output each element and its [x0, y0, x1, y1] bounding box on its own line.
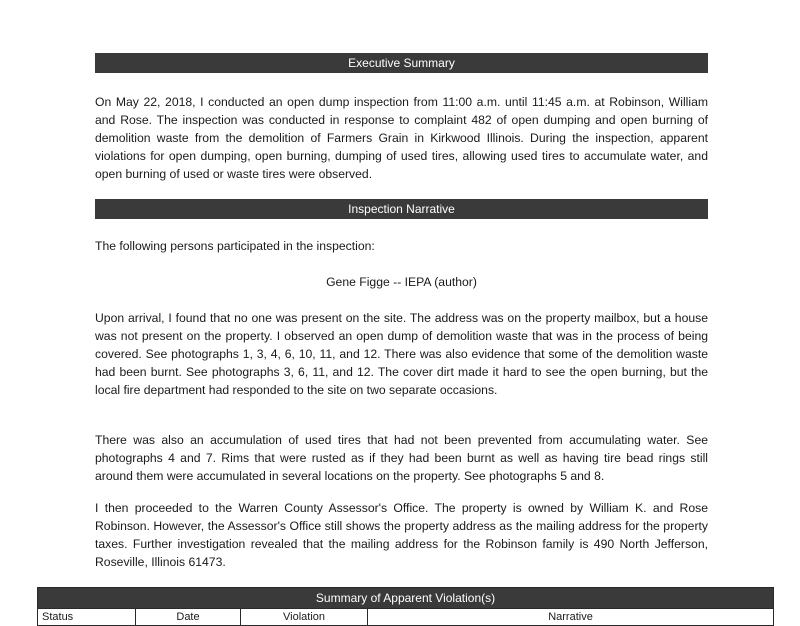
narrative-paragraph: I then proceeded to the Warren County Assessor's Office. The property is owned by William K. and Rose Robinson. However, the Assessor's Office still shows the property address as the mailing address for the property taxes. Further investigation revealed that the mailing address for the Robinson family is 490 North Jefferson, Roseville, Illinois 61473.: [95, 501, 708, 569]
column-header-narrative: Narrative: [368, 609, 774, 626]
violations-table: [37, 587, 774, 626]
narrative-paragraph: There was also an accumulation of used tires that had not been prevented from accumulating water. See photographs 4 and 7. Rims that were rusted as if they had been burnt as well as having tire bead rings still around them were accumulated in several locations on the property. See photographs 5 and 8.: [95, 433, 708, 483]
column-header-status: Status: [38, 609, 136, 626]
participant-name: Gene Figge -- IEPA (author): [326, 275, 477, 289]
participants-intro: The following persons participated in the inspection:: [95, 239, 375, 253]
executive-summary-heading: Executive Summary: [95, 53, 708, 73]
narrative-paragraph: Upon arrival, I found that no one was present on the site. The address was on the property mailbox, but a house was not present on the property. I observed an open dump of demolition waste that was in the process of being covered. See photographs 1, 3, 4, 6, 10, 11, and 12. There was also evidence that some of the demolition waste had been burnt. See photographs 3, 6, 11, and 12. The cover dirt made it hard to see the open burning, but the local fire department had responded to the site on two separate occasions.: [95, 311, 708, 397]
executive-summary-text: On May 22, 2018, I conducted an open dump inspection from 11:00 a.m. until 11:45 a.m. at Robinson, William and Rose. The inspection was conducted in response to complaint 482 of open dumping and open burning of demolition waste from the demolition of Farmers Grain in Kirkwood Illinois. During the inspection, apparent violations for open dumping, open burning, dumping of used tires, allowing used tires to accumulate water, and open burning of used or waste tires were observed.: [95, 95, 708, 181]
inspection-narrative-heading: Inspection Narrative: [95, 199, 708, 219]
violations-table-title: Summary of Apparent Violation(s): [38, 588, 774, 609]
column-header-violation: Violation: [241, 609, 368, 626]
column-header-date: Date: [136, 609, 241, 626]
